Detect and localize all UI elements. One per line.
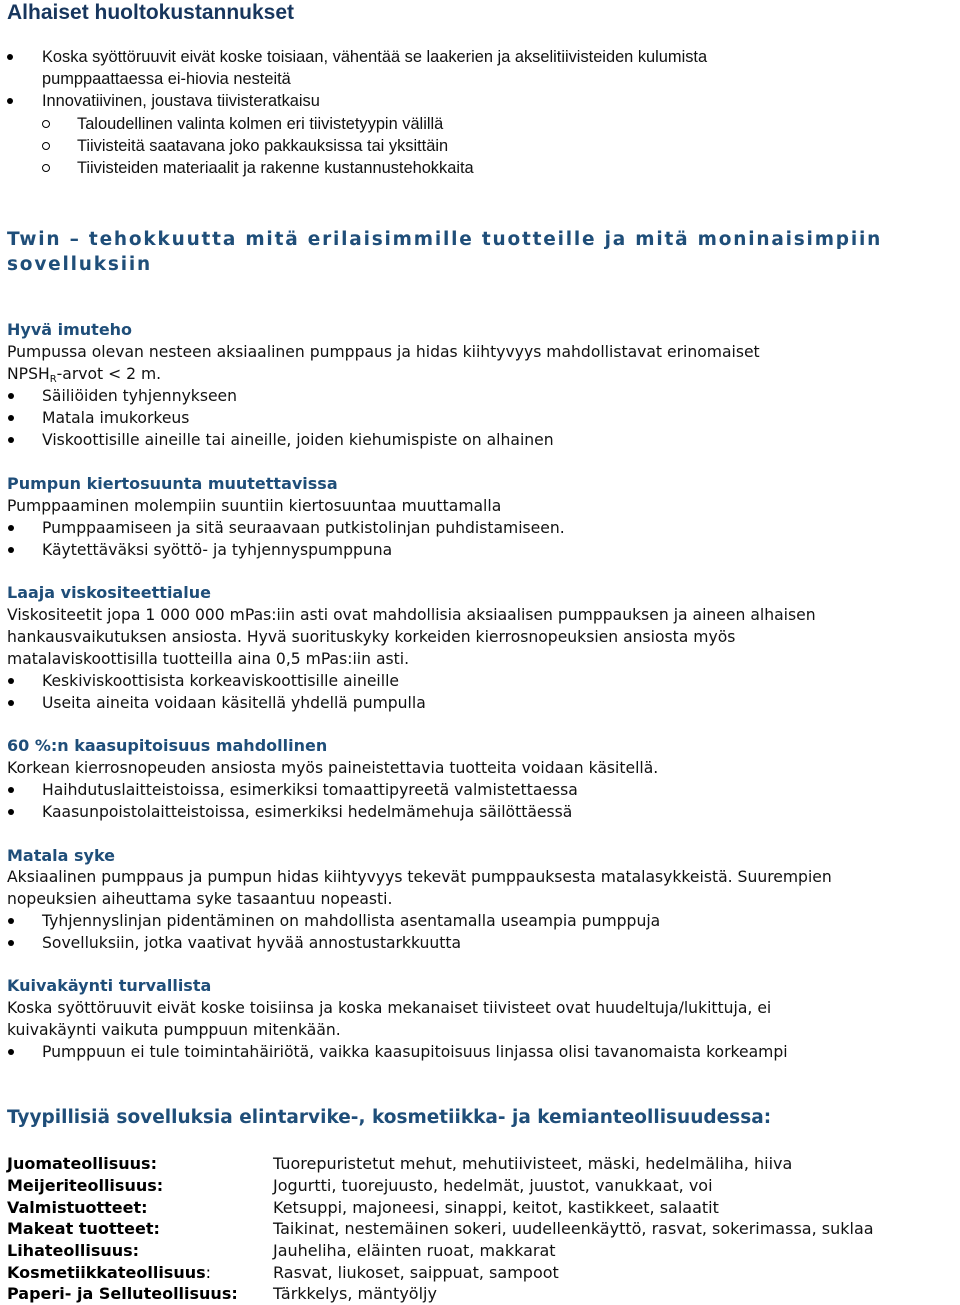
npsh-text: NPSH [7, 365, 50, 383]
list-item: Koska syöttöruuvit eivät koske toisiaan, vähentää se laakerien ja akselitiivisteiden kulumista [42, 48, 708, 66]
sub-list-item: Taloudellinen valinta kolmen eri tiivistetyypin välillä [77, 115, 444, 133]
app-label [7, 1262, 211, 1284]
bullet-dot [8, 678, 14, 684]
subsection-heading: Pumpun kiertosuunta muutettavissa [7, 474, 338, 493]
app-value: Jogurtti, tuorejuusto, hedelmät, juustot, vanukkaat, voi [273, 1176, 713, 1195]
paragraph-line: nopeuksien aiheuttama syke tasaantuu nopeasti. [7, 890, 393, 908]
page-title: Alhaiset huoltokustannukset [7, 1, 295, 24]
app-label: Valmistuotteet: [7, 1198, 148, 1217]
app-label: Lihateollisuus: [7, 1241, 140, 1260]
paragraph-line: Aksiaalinen pumppaus ja pumpun hidas kiihtyvyys tekevät pumppauksesta matalasykkeistä. Suurempien [7, 868, 832, 886]
app-value: Ketsuppi, majoneesi, sinappi, keitot, kastikkeet, salaatit [273, 1198, 719, 1217]
paragraph-line: Pumpussa olevan nesteen aksiaalinen pumppaus ja hidas kiihtyvyys mahdollistavat erinomaiset [7, 343, 760, 361]
sub-bullet-circle [42, 120, 50, 128]
bullet-dot [8, 437, 14, 443]
section-heading: Twin – tehokkuutta mitä erilaisimmille tuotteille ja mitä moninaisimpiin [7, 229, 883, 250]
app-label: Paperi- ja Selluteollisuus: [7, 1284, 238, 1303]
sub-bullet-circle [42, 142, 50, 150]
bullet-dot [8, 1049, 14, 1055]
list-item: Säiliöiden tyhjennykseen [42, 387, 238, 405]
subsection-heading: Hyvä imuteho [7, 320, 133, 339]
paragraph-line: Viskositeetit jopa 1 000 000 mPas:iin asti ovat mahdollisia aksiaalisen pumppauksen ja aineen alhaisen [7, 606, 816, 624]
bullet-dot [7, 54, 13, 60]
list-item: Innovatiivinen, joustava tiivisteratkaisu [42, 92, 320, 110]
bullet-dot [8, 940, 14, 946]
paragraph-line: Pumppaaminen molempiin suuntiin kiertosuuntaa muuttamalla [7, 497, 502, 515]
paragraph-line: Koska syöttöruuvit eivät koske toisiinsa ja koska mekanaiset tiivisteet ovat huudeltuja/lukittuja, ei [7, 999, 772, 1017]
list-item: Haihdutuslaitteistoissa, esimerkiksi tomaattipyreetä valmistettaessa [42, 781, 578, 799]
subsection-heading: 60 %:n kaasupitoisuus mahdollinen [7, 736, 328, 755]
bullet-dot [8, 918, 14, 924]
section-heading: Tyypillisiä sovelluksia elintarvike-, kosmetiikka- ja kemianteollisuudessa: [7, 1107, 772, 1128]
paragraph-line: hankausvaikutuksen ansiosta. Hyvä suorituskyky korkeiden kierrosnopeuksien ansiosta myös [7, 628, 736, 646]
subsection-heading: Kuivakäynti turvallista [7, 976, 212, 995]
list-item: Kaasunpoistolaitteistoissa, esimerkiksi hedelmämehuja säilöttäessä [42, 803, 573, 821]
bullet-dot [8, 787, 14, 793]
app-value: Jauheliha, eläinten ruoat, makkarat [273, 1241, 556, 1260]
npsh-value: -arvot < 2 m. [56, 365, 162, 383]
bullet-dot [8, 525, 14, 531]
app-value: Tuorepuristetut mehut, mehutiivisteet, mäski, hedelmäliha, hiiva [273, 1154, 793, 1173]
app-label-text: Kosmetiikkateollisuus [7, 1263, 206, 1282]
bullet-dot [8, 415, 14, 421]
paragraph-line: matalaviskoottisilla tuotteilla aina 0,5 mPas:iin asti. [7, 650, 410, 668]
section-heading-continuation: sovelluksiin [7, 254, 152, 275]
app-value: Rasvat, liukoset, saippuat, sampoot [273, 1263, 559, 1282]
npsh-subscript: R [49, 374, 57, 385]
app-label: Juomateollisuus: [7, 1154, 157, 1173]
bullet-dot [8, 809, 14, 815]
list-item: Pumppuun ei tule toimintahäiriötä, vaikka kaasupitoisuus linjassa olisi tavanomaista korkeampi [42, 1043, 788, 1061]
app-label: Meijeriteollisuus: [7, 1176, 164, 1195]
sub-bullet-circle [42, 164, 50, 172]
app-value: Taikinat, nestemäinen sokeri, uudelleenkäyttö, rasvat, sokerimassa, suklaa [273, 1219, 874, 1238]
app-label-colon: : [205, 1263, 212, 1282]
list-item: Keskiviskoottisista korkeaviskoottisille aineille [42, 672, 400, 690]
app-label: Makeat tuotteet: [7, 1219, 160, 1238]
list-item: Käytettäväksi syöttö- ja tyhjennyspumppuna [42, 541, 393, 559]
bullet-dot [8, 700, 14, 706]
list-item: Viskoottisille aineille tai aineille, joiden kiehumispiste on alhainen [42, 431, 554, 449]
list-item-continuation: pumppaattaessa ei-hiovia nesteitä [42, 70, 291, 88]
paragraph-line: kuivakäynti vaikuta pumppuun mitenkään. [7, 1021, 341, 1039]
bullet-dot [8, 393, 14, 399]
list-item: Tyhjennyslinjan pidentäminen on mahdollista asentamalla useampia pumppuja [42, 912, 661, 930]
sub-list-item: Tiivisteiden materiaalit ja rakenne kustannustehokkaita [77, 159, 474, 177]
bullet-dot [7, 98, 13, 104]
subsection-heading: Matala syke [7, 846, 116, 865]
app-value: Tärkkelys, mäntyöljy [273, 1284, 437, 1303]
list-item: Pumppaamiseen ja sitä seuraavaan putkistolinjan puhdistamiseen. [42, 519, 565, 537]
paragraph-line: Korkean kierrosnopeuden ansiosta myös paineistettavia tuotteita voidaan käsitellä. [7, 759, 659, 777]
sub-list-item: Tiivisteitä saatavana joko pakkauksissa tai yksittäin [77, 137, 449, 155]
bullet-dot [8, 547, 14, 553]
list-item: Useita aineita voidaan käsitellä yhdellä pumpulla [42, 694, 426, 712]
subsection-heading: Laaja viskositeettialue [7, 583, 211, 602]
list-item: Sovelluksiin, jotka vaativat hyvää annostustarkkuutta [42, 934, 462, 952]
list-item: Matala imukorkeus [42, 409, 190, 427]
